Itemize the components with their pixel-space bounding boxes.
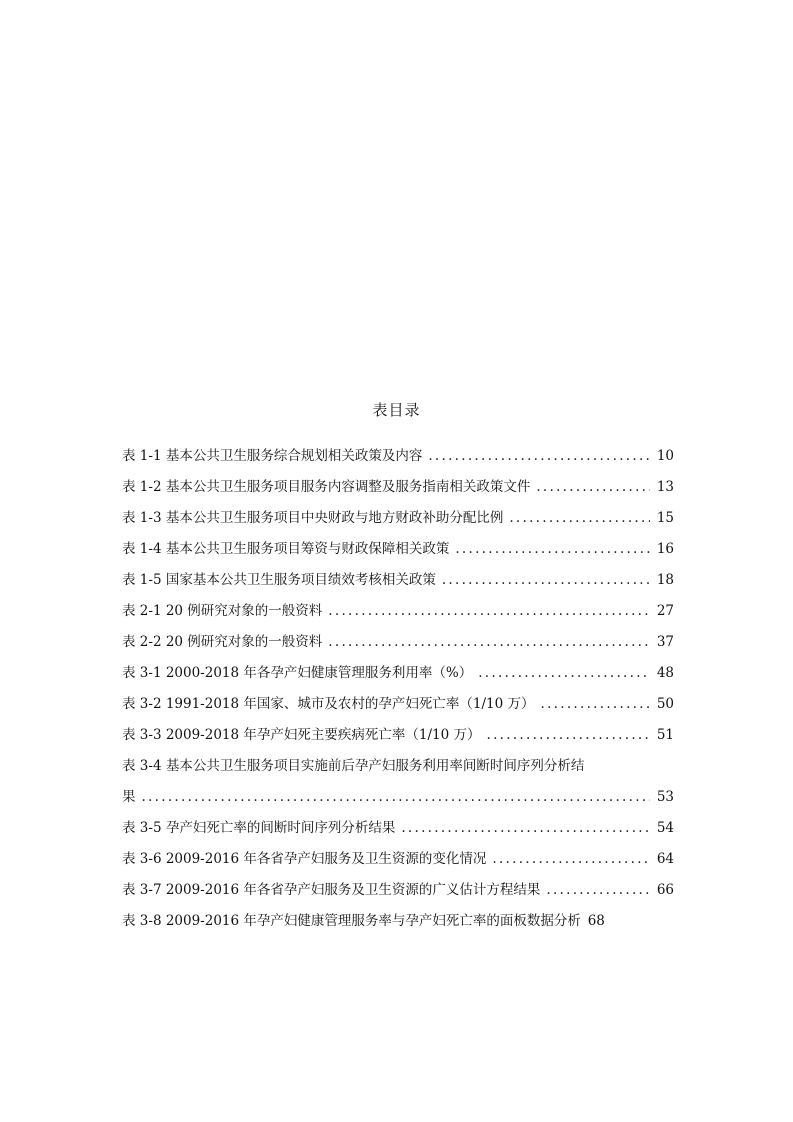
table-of-contents xyxy=(122,444,674,940)
toc-entry-page: 68 xyxy=(587,913,605,929)
dot-leader xyxy=(328,603,650,619)
toc-entry-page: 27 xyxy=(656,603,674,619)
toc-entry[interactable] xyxy=(122,475,674,506)
dot-leader xyxy=(442,572,650,588)
toc-entry[interactable] xyxy=(122,878,674,909)
toc-entry-page: 18 xyxy=(656,572,674,588)
toc-entry-label: 表 3-7 2009-2016 年各省孕产妇服务及卫生资源的广义估计方程结果 xyxy=(122,882,541,898)
toc-entry[interactable] xyxy=(122,444,674,475)
toc-entry-page: 64 xyxy=(656,851,674,867)
dot-leader xyxy=(478,665,650,681)
toc-entry[interactable] xyxy=(122,754,674,785)
toc-entry-label: 表 3-1 2000-2018 年各孕产妇健康管理服务利用率（%） xyxy=(122,665,473,681)
dot-leader xyxy=(142,789,651,805)
toc-entry[interactable] xyxy=(122,568,674,599)
dot-leader xyxy=(487,727,651,743)
toc-entry[interactable] xyxy=(122,661,674,692)
toc-entry[interactable] xyxy=(122,537,674,568)
toc-entry-page: 15 xyxy=(656,510,674,526)
toc-entry-label: 表 3-3 2009-2018 年孕产妇死主要疾病死亡率（1/10 万） xyxy=(122,727,481,743)
toc-entry-label: 表 1-1 基本公共卫生服务综合规划相关政策及内容 xyxy=(122,448,423,464)
dot-leader xyxy=(546,882,650,898)
toc-title: 表目录 xyxy=(372,401,421,419)
dot-leader xyxy=(328,634,650,650)
toc-entry-page: 66 xyxy=(656,882,674,898)
toc-entry-page: 16 xyxy=(656,541,674,557)
toc-entry[interactable] xyxy=(122,506,674,537)
toc-entry-label: 表 3-6 2009-2016 年各省孕产妇服务及卫生资源的变化情况 xyxy=(122,851,487,867)
dot-leader xyxy=(492,851,650,867)
dot-leader xyxy=(509,510,650,526)
toc-entry-page: 48 xyxy=(656,665,674,681)
toc-entry[interactable] xyxy=(122,630,674,661)
toc-entry-page: 13 xyxy=(656,479,674,495)
toc-entry-label: 表 3-8 2009-2016 年孕产妇健康管理服务率与孕产妇死亡率的面板数据分析 xyxy=(122,913,581,929)
toc-entry[interactable] xyxy=(122,847,674,878)
toc-entry-label-continued: 果 xyxy=(122,789,136,805)
toc-entry[interactable] xyxy=(122,599,674,630)
toc-entry[interactable] xyxy=(122,723,674,754)
toc-entry[interactable] xyxy=(122,816,674,847)
toc-entry[interactable] xyxy=(122,909,674,940)
dot-leader xyxy=(428,448,650,464)
toc-entry[interactable] xyxy=(122,692,674,723)
toc-entry-label: 表 3-2 1991-2018 年国家、城市及农村的孕产妇死亡率（1/10 万） xyxy=(122,696,535,712)
toc-entry-label: 表 3-5 孕产妇死亡率的间断时间序列分析结果 xyxy=(122,820,396,836)
toc-entry-label: 表 2-2 20 例研究对象的一般资料 xyxy=(122,634,323,650)
toc-entry-page: 51 xyxy=(656,727,674,743)
toc-entry-label: 表 1-2 基本公共卫生服务项目服务内容调整及服务指南相关政策文件 xyxy=(122,479,531,495)
dot-leader xyxy=(541,696,651,712)
toc-entry-label: 表 3-4 基本公共卫生服务项目实施前后孕产妇服务利用率间断时间序列分析结 xyxy=(122,758,585,774)
toc-entry-page: 10 xyxy=(656,448,674,464)
dot-leader xyxy=(401,820,650,836)
toc-entry-page: 53 xyxy=(656,789,674,805)
toc-entry-label: 表 1-3 基本公共卫生服务项目中央财政与地方财政补助分配比例 xyxy=(122,510,504,526)
dot-leader xyxy=(536,479,650,495)
toc-entry-label: 表 1-4 基本公共卫生服务项目筹资与财政保障相关政策 xyxy=(122,541,450,557)
toc-entry-page: 37 xyxy=(656,634,674,650)
toc-entry-label: 表 2-1 20 例研究对象的一般资料 xyxy=(122,603,323,619)
toc-entry-continuation[interactable] xyxy=(122,785,674,816)
dot-leader xyxy=(455,541,650,557)
toc-entry-page: 50 xyxy=(656,696,674,712)
toc-entry-page: 54 xyxy=(656,820,674,836)
toc-entry-label: 表 1-5 国家基本公共卫生服务项目绩效考核相关政策 xyxy=(122,572,436,588)
